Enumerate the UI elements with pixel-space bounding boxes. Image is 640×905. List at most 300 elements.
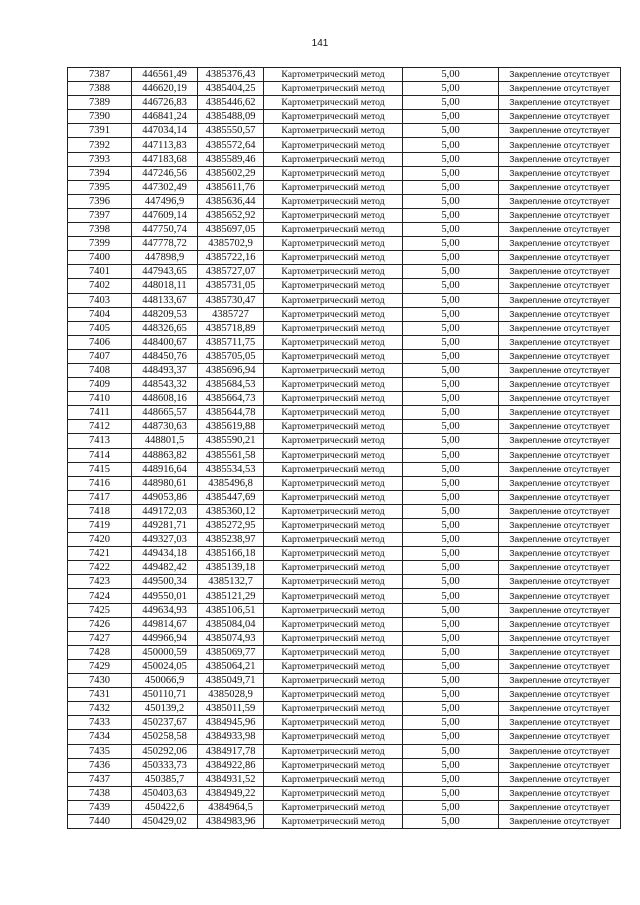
status-cell: Закрепление отсутствует xyxy=(499,490,621,504)
point-number-cell: 7408 xyxy=(68,363,132,377)
point-number-cell: 7423 xyxy=(68,575,132,589)
y-coordinate-cell: 4385602,29 xyxy=(198,166,264,180)
table-row xyxy=(68,561,621,575)
accuracy-cell: 5,00 xyxy=(403,617,499,631)
table-row xyxy=(68,194,621,208)
x-coordinate-cell: 450429,02 xyxy=(132,814,198,828)
table-row xyxy=(68,519,621,533)
method-cell: Картометрический метод xyxy=(264,237,403,251)
accuracy-cell: 5,00 xyxy=(403,392,499,406)
status-cell: Закрепление отсутствует xyxy=(499,547,621,561)
table-row xyxy=(68,702,621,716)
accuracy-cell: 5,00 xyxy=(403,490,499,504)
table-row xyxy=(68,617,621,631)
y-coordinate-cell: 4385139,18 xyxy=(198,561,264,575)
table-row xyxy=(68,420,621,434)
y-coordinate-cell: 4385446,62 xyxy=(198,96,264,110)
x-coordinate-cell: 449172,03 xyxy=(132,504,198,518)
x-coordinate-cell: 448665,57 xyxy=(132,406,198,420)
method-cell: Картометрический метод xyxy=(264,688,403,702)
x-coordinate-cell: 448608,16 xyxy=(132,392,198,406)
y-coordinate-cell: 4385696,94 xyxy=(198,363,264,377)
x-coordinate-cell: 447778,72 xyxy=(132,237,198,251)
accuracy-cell: 5,00 xyxy=(403,448,499,462)
status-cell: Закрепление отсутствует xyxy=(499,265,621,279)
point-number-cell: 7430 xyxy=(68,674,132,688)
point-number-cell: 7412 xyxy=(68,420,132,434)
x-coordinate-cell: 449281,71 xyxy=(132,519,198,533)
point-number-cell: 7425 xyxy=(68,603,132,617)
method-cell: Картометрический метод xyxy=(264,96,403,110)
accuracy-cell: 5,00 xyxy=(403,406,499,420)
x-coordinate-cell: 450237,67 xyxy=(132,716,198,730)
y-coordinate-cell: 4385534,53 xyxy=(198,462,264,476)
x-coordinate-cell: 447898,9 xyxy=(132,251,198,265)
point-number-cell: 7402 xyxy=(68,279,132,293)
method-cell: Картометрический метод xyxy=(264,335,403,349)
point-number-cell: 7433 xyxy=(68,716,132,730)
x-coordinate-cell: 446726,83 xyxy=(132,96,198,110)
accuracy-cell: 5,00 xyxy=(403,194,499,208)
status-cell: Закрепление отсутствует xyxy=(499,434,621,448)
y-coordinate-cell: 4385069,77 xyxy=(198,645,264,659)
method-cell: Картометрический метод xyxy=(264,265,403,279)
point-number-cell: 7438 xyxy=(68,786,132,800)
accuracy-cell: 5,00 xyxy=(403,307,499,321)
method-cell: Картометрический метод xyxy=(264,814,403,828)
accuracy-cell: 5,00 xyxy=(403,434,499,448)
status-cell: Закрепление отсутствует xyxy=(499,68,621,82)
method-cell: Картометрический метод xyxy=(264,279,403,293)
y-coordinate-cell: 4385238,97 xyxy=(198,533,264,547)
accuracy-cell: 5,00 xyxy=(403,674,499,688)
y-coordinate-cell: 4385376,43 xyxy=(198,68,264,82)
method-cell: Картометрический метод xyxy=(264,321,403,335)
table-row xyxy=(68,223,621,237)
point-number-cell: 7424 xyxy=(68,589,132,603)
x-coordinate-cell: 449327,03 xyxy=(132,533,198,547)
method-cell: Картометрический метод xyxy=(264,730,403,744)
table-row xyxy=(68,335,621,349)
point-number-cell: 7419 xyxy=(68,519,132,533)
y-coordinate-cell: 4385074,93 xyxy=(198,631,264,645)
method-cell: Картометрический метод xyxy=(264,772,403,786)
point-number-cell: 7391 xyxy=(68,124,132,138)
status-cell: Закрепление отсутствует xyxy=(499,335,621,349)
y-coordinate-cell: 4385496,8 xyxy=(198,476,264,490)
method-cell: Картометрический метод xyxy=(264,293,403,307)
table-row xyxy=(68,363,621,377)
y-coordinate-cell: 4384917,78 xyxy=(198,744,264,758)
accuracy-cell: 5,00 xyxy=(403,786,499,800)
y-coordinate-cell: 4385702,9 xyxy=(198,237,264,251)
method-cell: Картометрический метод xyxy=(264,448,403,462)
point-number-cell: 7411 xyxy=(68,406,132,420)
accuracy-cell: 5,00 xyxy=(403,659,499,673)
status-cell: Закрепление отсутствует xyxy=(499,96,621,110)
accuracy-cell: 5,00 xyxy=(403,349,499,363)
status-cell: Закрепление отсутствует xyxy=(499,152,621,166)
method-cell: Картометрический метод xyxy=(264,786,403,800)
point-number-cell: 7405 xyxy=(68,321,132,335)
status-cell: Закрепление отсутствует xyxy=(499,659,621,673)
accuracy-cell: 5,00 xyxy=(403,800,499,814)
method-cell: Картометрический метод xyxy=(264,110,403,124)
method-cell: Картометрический метод xyxy=(264,406,403,420)
x-coordinate-cell: 448801,5 xyxy=(132,434,198,448)
method-cell: Картометрический метод xyxy=(264,251,403,265)
point-number-cell: 7394 xyxy=(68,166,132,180)
method-cell: Картометрический метод xyxy=(264,758,403,772)
accuracy-cell: 5,00 xyxy=(403,744,499,758)
x-coordinate-cell: 447943,65 xyxy=(132,265,198,279)
x-coordinate-cell: 447496,9 xyxy=(132,194,198,208)
table-row xyxy=(68,124,621,138)
x-coordinate-cell: 450258,58 xyxy=(132,730,198,744)
y-coordinate-cell: 4385550,57 xyxy=(198,124,264,138)
table-row xyxy=(68,645,621,659)
point-number-cell: 7422 xyxy=(68,561,132,575)
point-number-cell: 7406 xyxy=(68,335,132,349)
table-row xyxy=(68,166,621,180)
y-coordinate-cell: 4384933,98 xyxy=(198,730,264,744)
point-number-cell: 7389 xyxy=(68,96,132,110)
y-coordinate-cell: 4385447,69 xyxy=(198,490,264,504)
table-row xyxy=(68,406,621,420)
status-cell: Закрепление отсутствует xyxy=(499,476,621,490)
method-cell: Картометрический метод xyxy=(264,223,403,237)
method-cell: Картометрический метод xyxy=(264,307,403,321)
y-coordinate-cell: 4385011,59 xyxy=(198,702,264,716)
status-cell: Закрепление отсутствует xyxy=(499,772,621,786)
accuracy-cell: 5,00 xyxy=(403,645,499,659)
y-coordinate-cell: 4385664,73 xyxy=(198,392,264,406)
point-number-cell: 7414 xyxy=(68,448,132,462)
y-coordinate-cell: 4385064,21 xyxy=(198,659,264,673)
accuracy-cell: 5,00 xyxy=(403,293,499,307)
y-coordinate-cell: 4385028,9 xyxy=(198,688,264,702)
point-number-cell: 7420 xyxy=(68,533,132,547)
table-row xyxy=(68,730,621,744)
accuracy-cell: 5,00 xyxy=(403,68,499,82)
method-cell: Картометрический метод xyxy=(264,603,403,617)
x-coordinate-cell: 448493,37 xyxy=(132,363,198,377)
status-cell: Закрепление отсутствует xyxy=(499,448,621,462)
x-coordinate-cell: 450000,59 xyxy=(132,645,198,659)
table-row xyxy=(68,251,621,265)
point-number-cell: 7404 xyxy=(68,307,132,321)
point-number-cell: 7415 xyxy=(68,462,132,476)
y-coordinate-cell: 4385488,09 xyxy=(198,110,264,124)
table-row xyxy=(68,265,621,279)
y-coordinate-cell: 4385711,75 xyxy=(198,335,264,349)
x-coordinate-cell: 448209,53 xyxy=(132,307,198,321)
method-cell: Картометрический метод xyxy=(264,476,403,490)
method-cell: Картометрический метод xyxy=(264,68,403,82)
x-coordinate-cell: 450385,7 xyxy=(132,772,198,786)
x-coordinate-cell: 450422,6 xyxy=(132,800,198,814)
table-row xyxy=(68,279,621,293)
table-row xyxy=(68,504,621,518)
status-cell: Закрепление отсутствует xyxy=(499,279,621,293)
point-number-cell: 7393 xyxy=(68,152,132,166)
point-number-cell: 7431 xyxy=(68,688,132,702)
method-cell: Картометрический метод xyxy=(264,659,403,673)
accuracy-cell: 5,00 xyxy=(403,575,499,589)
point-number-cell: 7409 xyxy=(68,378,132,392)
accuracy-cell: 5,00 xyxy=(403,279,499,293)
y-coordinate-cell: 4385121,29 xyxy=(198,589,264,603)
y-coordinate-cell: 4384922,86 xyxy=(198,758,264,772)
accuracy-cell: 5,00 xyxy=(403,321,499,335)
point-number-cell: 7432 xyxy=(68,702,132,716)
method-cell: Картометрический метод xyxy=(264,631,403,645)
x-coordinate-cell: 448400,67 xyxy=(132,335,198,349)
table-row xyxy=(68,758,621,772)
y-coordinate-cell: 4385684,53 xyxy=(198,378,264,392)
accuracy-cell: 5,00 xyxy=(403,223,499,237)
method-cell: Картометрический метод xyxy=(264,702,403,716)
table-row xyxy=(68,392,621,406)
point-number-cell: 7440 xyxy=(68,814,132,828)
method-cell: Картометрический метод xyxy=(264,533,403,547)
method-cell: Картометрический метод xyxy=(264,378,403,392)
table-row xyxy=(68,82,621,96)
accuracy-cell: 5,00 xyxy=(403,504,499,518)
point-number-cell: 7439 xyxy=(68,800,132,814)
point-number-cell: 7390 xyxy=(68,110,132,124)
table-row xyxy=(68,674,621,688)
method-cell: Картометрический метод xyxy=(264,392,403,406)
x-coordinate-cell: 450024,05 xyxy=(132,659,198,673)
y-coordinate-cell: 4385589,46 xyxy=(198,152,264,166)
accuracy-cell: 5,00 xyxy=(403,110,499,124)
method-cell: Картометрический метод xyxy=(264,504,403,518)
status-cell: Закрепление отсутствует xyxy=(499,674,621,688)
y-coordinate-cell: 4385705,05 xyxy=(198,349,264,363)
y-coordinate-cell: 4385049,71 xyxy=(198,674,264,688)
point-number-cell: 7435 xyxy=(68,744,132,758)
y-coordinate-cell: 4385731,05 xyxy=(198,279,264,293)
point-number-cell: 7396 xyxy=(68,194,132,208)
method-cell: Картометрический метод xyxy=(264,716,403,730)
status-cell: Закрепление отсутствует xyxy=(499,180,621,194)
status-cell: Закрепление отсутствует xyxy=(499,631,621,645)
table-row xyxy=(68,800,621,814)
table-row xyxy=(68,68,621,82)
point-number-cell: 7410 xyxy=(68,392,132,406)
y-coordinate-cell: 4384964,5 xyxy=(198,800,264,814)
accuracy-cell: 5,00 xyxy=(403,533,499,547)
method-cell: Картометрический метод xyxy=(264,589,403,603)
accuracy-cell: 5,00 xyxy=(403,688,499,702)
accuracy-cell: 5,00 xyxy=(403,96,499,110)
y-coordinate-cell: 4385652,92 xyxy=(198,208,264,222)
status-cell: Закрепление отсутствует xyxy=(499,519,621,533)
y-coordinate-cell: 4385166,18 xyxy=(198,547,264,561)
y-coordinate-cell: 4385722,16 xyxy=(198,251,264,265)
table-row xyxy=(68,349,621,363)
method-cell: Картометрический метод xyxy=(264,617,403,631)
accuracy-cell: 5,00 xyxy=(403,237,499,251)
method-cell: Картометрический метод xyxy=(264,575,403,589)
method-cell: Картометрический метод xyxy=(264,561,403,575)
table-row xyxy=(68,589,621,603)
accuracy-cell: 5,00 xyxy=(403,166,499,180)
method-cell: Картометрический метод xyxy=(264,434,403,448)
method-cell: Картометрический метод xyxy=(264,124,403,138)
status-cell: Закрепление отсутствует xyxy=(499,533,621,547)
accuracy-cell: 5,00 xyxy=(403,476,499,490)
x-coordinate-cell: 446841,24 xyxy=(132,110,198,124)
y-coordinate-cell: 4385272,95 xyxy=(198,519,264,533)
method-cell: Картометрический метод xyxy=(264,138,403,152)
method-cell: Картометрический метод xyxy=(264,166,403,180)
table-row xyxy=(68,138,621,152)
y-coordinate-cell: 4385084,04 xyxy=(198,617,264,631)
point-number-cell: 7403 xyxy=(68,293,132,307)
point-number-cell: 7399 xyxy=(68,237,132,251)
status-cell: Закрепление отсутствует xyxy=(499,82,621,96)
table-row xyxy=(68,96,621,110)
table-row xyxy=(68,659,621,673)
table-row xyxy=(68,152,621,166)
table-row xyxy=(68,307,621,321)
table-row xyxy=(68,533,621,547)
accuracy-cell: 5,00 xyxy=(403,814,499,828)
method-cell: Картометрический метод xyxy=(264,674,403,688)
point-number-cell: 7397 xyxy=(68,208,132,222)
x-coordinate-cell: 448916,64 xyxy=(132,462,198,476)
status-cell: Закрепление отсутствует xyxy=(499,603,621,617)
x-coordinate-cell: 449550,01 xyxy=(132,589,198,603)
method-cell: Картометрический метод xyxy=(264,519,403,533)
method-cell: Картометрический метод xyxy=(264,194,403,208)
accuracy-cell: 5,00 xyxy=(403,462,499,476)
status-cell: Закрепление отсутствует xyxy=(499,462,621,476)
x-coordinate-cell: 449966,94 xyxy=(132,631,198,645)
y-coordinate-cell: 4385697,05 xyxy=(198,223,264,237)
status-cell: Закрепление отсутствует xyxy=(499,786,621,800)
status-cell: Закрепление отсутствует xyxy=(499,194,621,208)
status-cell: Закрепление отсутствует xyxy=(499,406,621,420)
y-coordinate-cell: 4385644,78 xyxy=(198,406,264,420)
status-cell: Закрепление отсутствует xyxy=(499,349,621,363)
status-cell: Закрепление отсутствует xyxy=(499,716,621,730)
status-cell: Закрепление отсутствует xyxy=(499,321,621,335)
status-cell: Закрепление отсутствует xyxy=(499,237,621,251)
accuracy-cell: 5,00 xyxy=(403,561,499,575)
accuracy-cell: 5,00 xyxy=(403,772,499,786)
point-number-cell: 7388 xyxy=(68,82,132,96)
y-coordinate-cell: 4385360,12 xyxy=(198,504,264,518)
x-coordinate-cell: 448450,76 xyxy=(132,349,198,363)
status-cell: Закрепление отсутствует xyxy=(499,378,621,392)
status-cell: Закрепление отсутствует xyxy=(499,307,621,321)
y-coordinate-cell: 4385132,7 xyxy=(198,575,264,589)
y-coordinate-cell: 4385727 xyxy=(198,307,264,321)
accuracy-cell: 5,00 xyxy=(403,180,499,194)
status-cell: Закрепление отсутствует xyxy=(499,420,621,434)
status-cell: Закрепление отсутствует xyxy=(499,223,621,237)
x-coordinate-cell: 448863,82 xyxy=(132,448,198,462)
x-coordinate-cell: 447750,74 xyxy=(132,223,198,237)
table-row xyxy=(68,434,621,448)
accuracy-cell: 5,00 xyxy=(403,758,499,772)
table-row xyxy=(68,321,621,335)
accuracy-cell: 5,00 xyxy=(403,251,499,265)
status-cell: Закрепление отсутствует xyxy=(499,124,621,138)
accuracy-cell: 5,00 xyxy=(403,547,499,561)
table-row xyxy=(68,814,621,828)
accuracy-cell: 5,00 xyxy=(403,589,499,603)
table-row xyxy=(68,448,621,462)
x-coordinate-cell: 449500,34 xyxy=(132,575,198,589)
method-cell: Картометрический метод xyxy=(264,744,403,758)
table-row xyxy=(68,293,621,307)
accuracy-cell: 5,00 xyxy=(403,124,499,138)
table-row xyxy=(68,110,621,124)
table-row xyxy=(68,716,621,730)
x-coordinate-cell: 448326,65 xyxy=(132,321,198,335)
y-coordinate-cell: 4385727,07 xyxy=(198,265,264,279)
status-cell: Закрепление отсутствует xyxy=(499,814,621,828)
status-cell: Закрепление отсутствует xyxy=(499,744,621,758)
point-number-cell: 7428 xyxy=(68,645,132,659)
y-coordinate-cell: 4385619,88 xyxy=(198,420,264,434)
x-coordinate-cell: 448730,63 xyxy=(132,420,198,434)
y-coordinate-cell: 4384949,22 xyxy=(198,786,264,800)
status-cell: Закрепление отсутствует xyxy=(499,589,621,603)
x-coordinate-cell: 449434,18 xyxy=(132,547,198,561)
method-cell: Картометрический метод xyxy=(264,349,403,363)
x-coordinate-cell: 450110,71 xyxy=(132,688,198,702)
y-coordinate-cell: 4385590,21 xyxy=(198,434,264,448)
accuracy-cell: 5,00 xyxy=(403,378,499,392)
point-number-cell: 7437 xyxy=(68,772,132,786)
table-row xyxy=(68,772,621,786)
status-cell: Закрепление отсутствует xyxy=(499,110,621,124)
x-coordinate-cell: 449053,86 xyxy=(132,490,198,504)
status-cell: Закрепление отсутствует xyxy=(499,138,621,152)
table-row xyxy=(68,476,621,490)
status-cell: Закрепление отсутствует xyxy=(499,166,621,180)
x-coordinate-cell: 448018,11 xyxy=(132,279,198,293)
method-cell: Картометрический метод xyxy=(264,547,403,561)
table-row xyxy=(68,631,621,645)
accuracy-cell: 5,00 xyxy=(403,152,499,166)
x-coordinate-cell: 449482,42 xyxy=(132,561,198,575)
x-coordinate-cell: 448133,67 xyxy=(132,293,198,307)
x-coordinate-cell: 450403,63 xyxy=(132,786,198,800)
point-number-cell: 7416 xyxy=(68,476,132,490)
accuracy-cell: 5,00 xyxy=(403,138,499,152)
table-row xyxy=(68,786,621,800)
table-row xyxy=(68,378,621,392)
y-coordinate-cell: 4385636,44 xyxy=(198,194,264,208)
point-number-cell: 7421 xyxy=(68,547,132,561)
status-cell: Закрепление отсутствует xyxy=(499,392,621,406)
accuracy-cell: 5,00 xyxy=(403,730,499,744)
point-number-cell: 7398 xyxy=(68,223,132,237)
y-coordinate-cell: 4385572,64 xyxy=(198,138,264,152)
x-coordinate-cell: 447113,83 xyxy=(132,138,198,152)
method-cell: Картометрический метод xyxy=(264,363,403,377)
point-number-cell: 7387 xyxy=(68,68,132,82)
x-coordinate-cell: 446561,49 xyxy=(132,68,198,82)
x-coordinate-cell: 449814,67 xyxy=(132,617,198,631)
table-row xyxy=(68,744,621,758)
